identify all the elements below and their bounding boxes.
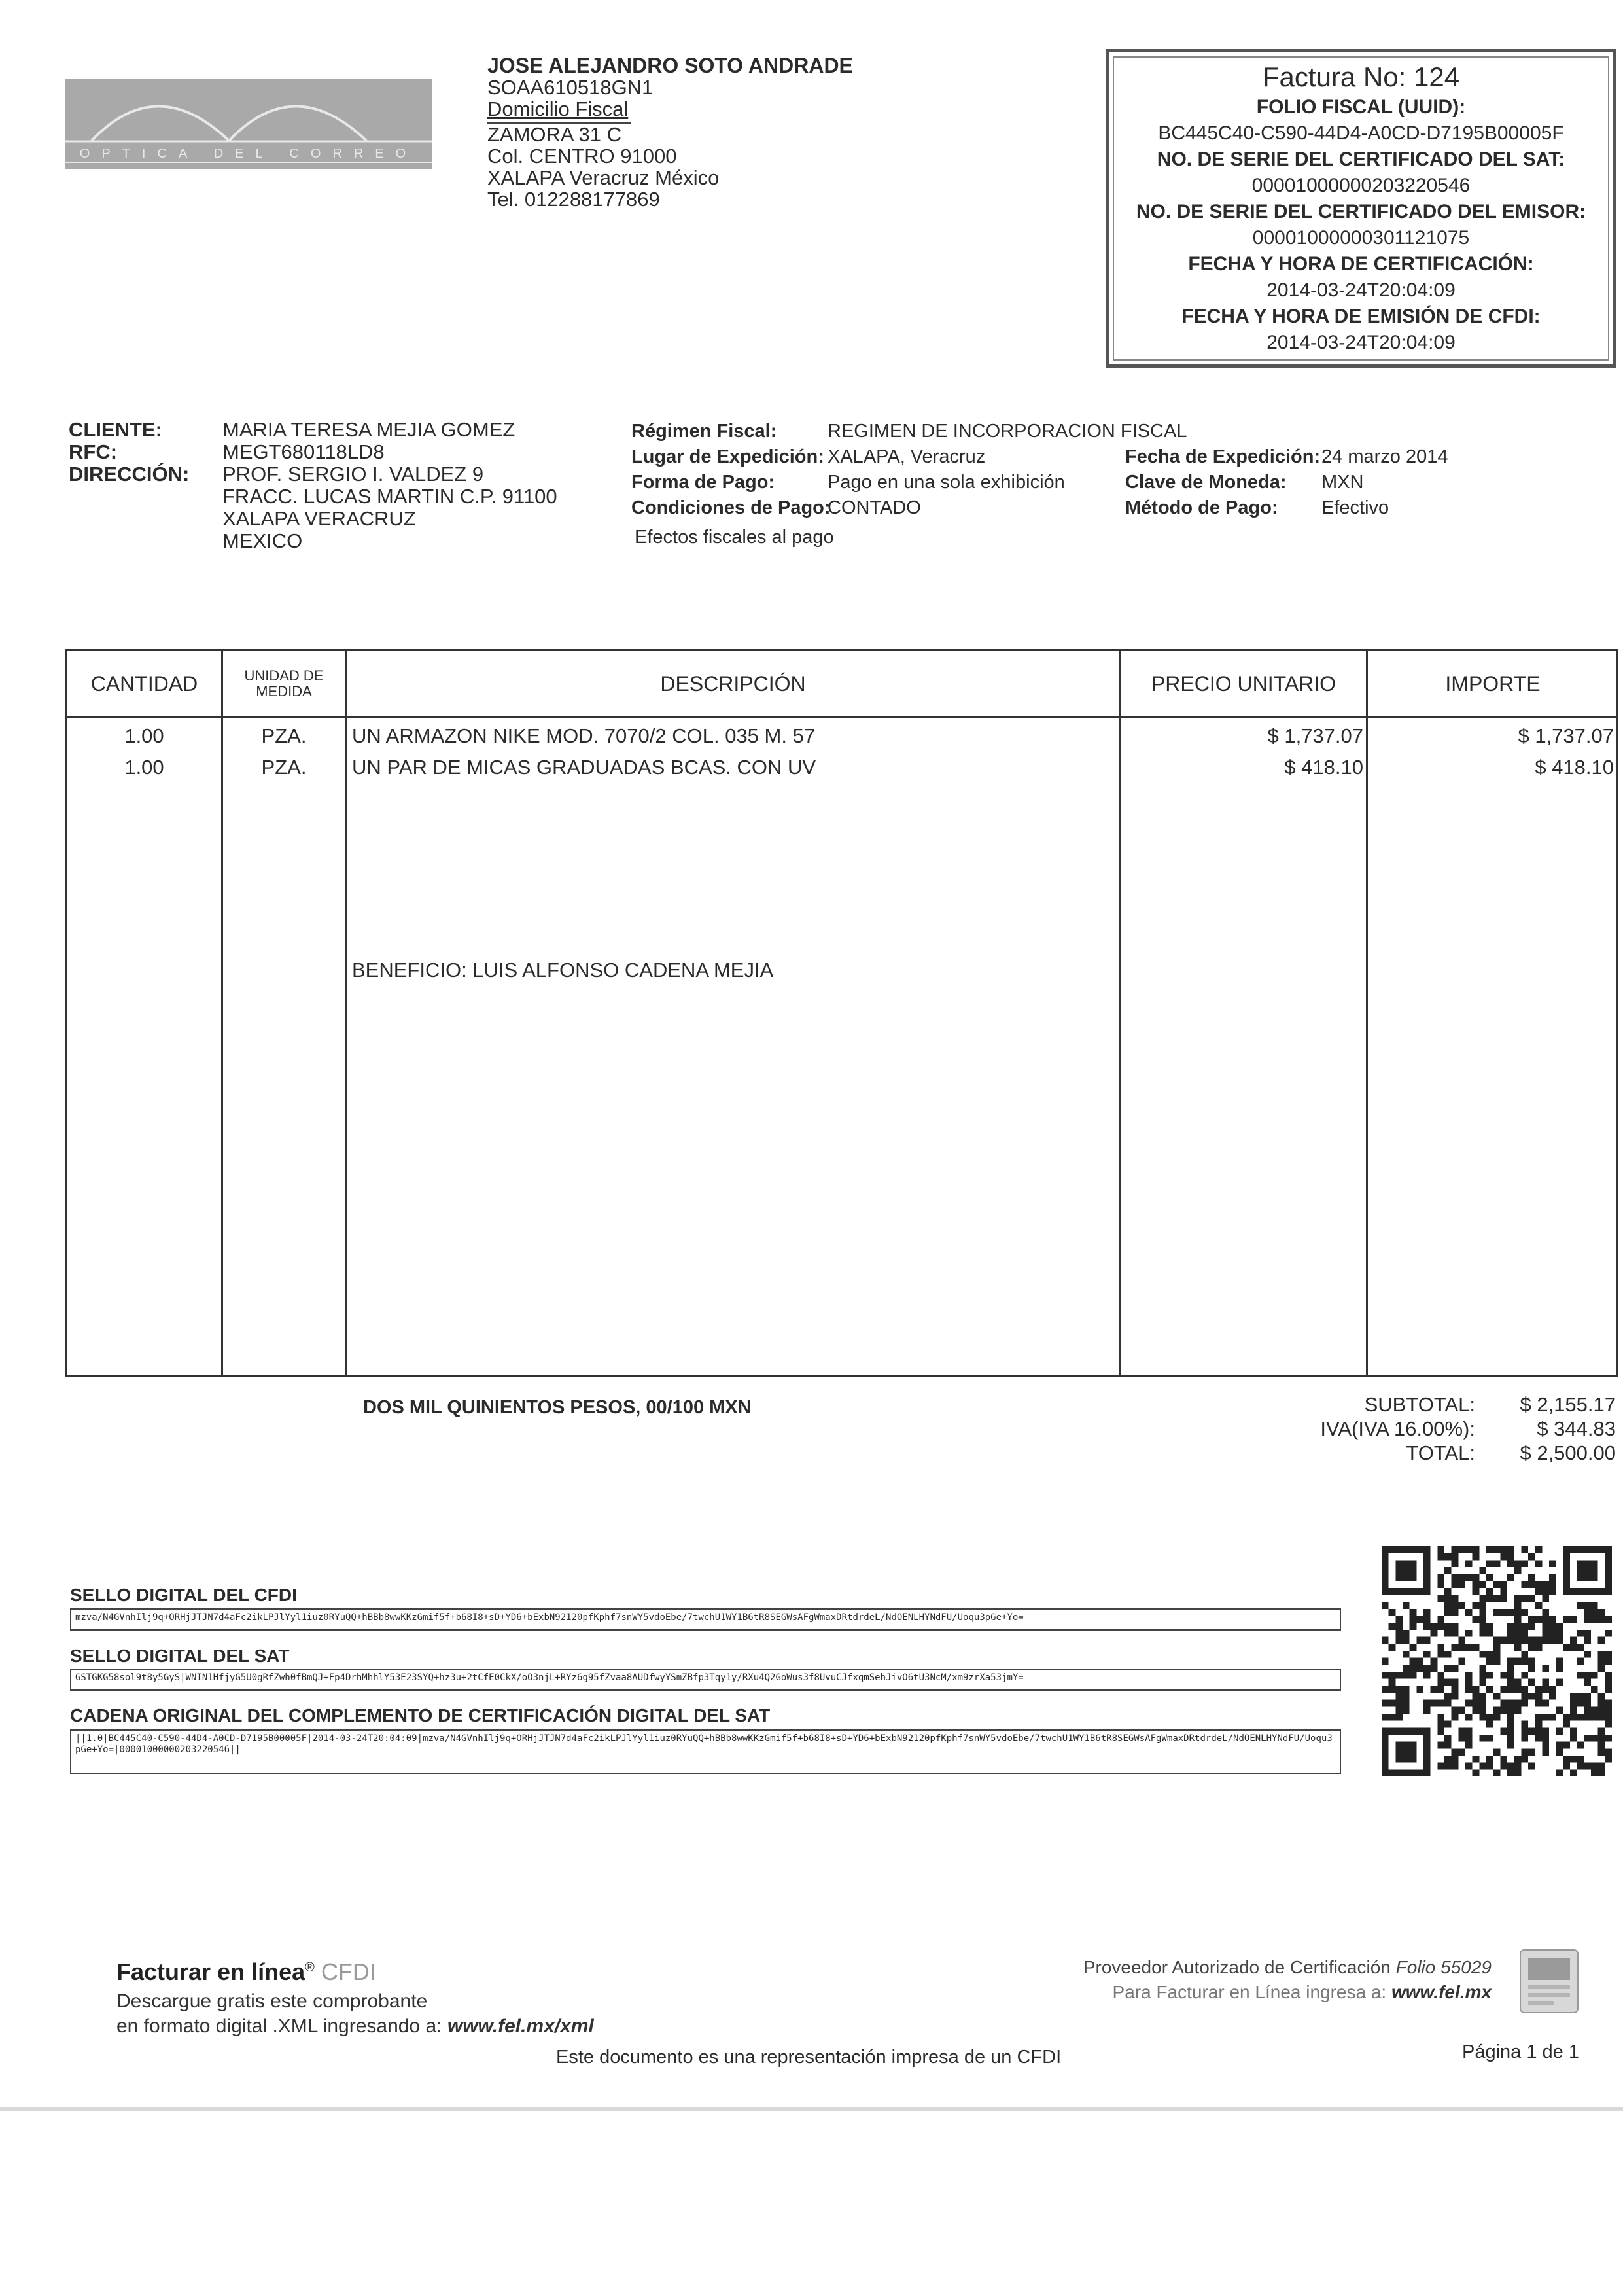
fecha-label: Fecha de Expedición: [1125, 446, 1321, 467]
header-precio: PRECIO UNITARIO [1151, 671, 1336, 696]
proveedor-folio: Folio 55029 [1395, 1957, 1492, 1977]
subtotal-label: SUBTOTAL: [1364, 1393, 1475, 1416]
cliente-dir1: PROF. SERGIO I. VALDEZ 9 [222, 463, 484, 486]
serie-emisor-label: NO. DE SERIE DEL CERTIFICADO DEL EMISOR: [1136, 201, 1586, 222]
row2-precio: $ 418.10 [1284, 756, 1363, 779]
conceptos-table [65, 649, 1618, 1377]
beneficio-text: BENEFICIO: LUIS ALFONSO CADENA MEJIA [352, 959, 774, 981]
header-descripcion: DESCRIPCIÓN [660, 671, 806, 696]
proveedor-block [981, 1955, 1492, 2005]
cliente-labels [69, 419, 189, 486]
emisor-ciudad: XALAPA Veracruz México [487, 166, 720, 189]
certificacion-label: FECHA Y HORA DE CERTIFICACIÓN: [1188, 253, 1534, 275]
emision-label: FECHA Y HORA DE EMISIÓN DE CFDI: [1181, 306, 1541, 327]
folio-value: BC445C40-C590-44D4-A0CD-D7195B00005F [1158, 122, 1564, 144]
moneda-label: Clave de Moneda: [1125, 472, 1287, 493]
descarga-link[interactable]: www.fel.mx/xml [447, 2015, 594, 2037]
scan-edge [0, 2107, 1623, 2111]
row1-importe: $ 1,737.07 [1518, 724, 1614, 747]
totals-labels [1243, 1392, 1475, 1465]
emisor-block [487, 55, 853, 210]
cadena-original-label: CADENA ORIGINAL DEL COMPLEMENTO DE CERTIFICACIÓN DIGITAL DEL SAT [70, 1705, 771, 1725]
cliente-nombre: MARIA TERESA MEJIA GOMEZ [222, 418, 515, 441]
metodo-label: Método de Pago: [1125, 497, 1278, 518]
moneda-value: MXN [1321, 472, 1364, 493]
fel-brand-a: Facturar en línea [116, 1958, 305, 1985]
header-unidad [223, 651, 345, 716]
emision-value: 2014-03-24T20:04:09 [1266, 332, 1456, 353]
sat-seal-icon [1519, 1949, 1579, 2014]
header-cantidad: CANTIDAD [90, 671, 198, 696]
sello-cfdi-box: mzva/N4GVnhIlj9q+ORHjJTJN7d4aFc2ikLPJlYyl1iuz0RYuQQ+hBBb8wwKKzGmif5f+b68I8+sD+YD6+bExbN92120pfKphf7snWY5vdoEbe/7twchU1WY1B6tR8SEGWsAFgWmaxDRtdrdeL/NdOENLHYNdFU/Uoqu3pGe+Yo= [70, 1608, 1341, 1631]
emisor-colonia: Col. CENTRO 91000 [487, 145, 677, 168]
condiciones-label: Condiciones de Pago: [631, 497, 831, 518]
total-en-letra: DOS MIL QUINIENTOS PESOS, 00/100 MXN [363, 1397, 752, 1418]
fel-brand [116, 1958, 376, 1986]
sello-cfdi-label: SELLO DIGITAL DEL CFDI [70, 1585, 297, 1605]
iva-label: IVA(IVA 16.00%): [1320, 1417, 1475, 1440]
cliente-label: CLIENTE: [69, 418, 162, 441]
sello-sat-box: GSTGKG58sol9t8y5GyS|WNIN1HfjyG5U0gRfZwh0fBmQJ+Fp4DrhMhhlY53E23SYQ+hz3u+2tCfE0CkX/oO3njL+RYz6g95fZvaa8AUDfwyYSmZBfp3Tqy1y/RXu4Q2GoWus3f8UvuCJfxqmSehJivO6tU3NcM/xm9zrXa53jmY= [70, 1669, 1341, 1691]
regimen-label: Régimen Fiscal: [631, 421, 777, 442]
sello-sat-label: SELLO DIGITAL DEL SAT [70, 1646, 290, 1666]
emisor-telefono: Tel. 012288177869 [487, 188, 660, 211]
row2-unidad: PZA. [261, 756, 307, 779]
fecha-value: 24 marzo 2014 [1321, 446, 1448, 467]
serie-sat-value: 00001000000203220546 [1251, 175, 1471, 196]
forma-label: Forma de Pago: [631, 472, 775, 493]
row2-descripcion: UN PAR DE MICAS GRADUADAS BCAS. CON UV [352, 756, 816, 779]
row1-descripcion: UN ARMAZON NIKE MOD. 7070/2 COL. 035 M. 57 [352, 724, 816, 747]
metodo-value: Efectivo [1321, 497, 1389, 518]
header-importe: IMPORTE [1445, 671, 1541, 696]
cadena-original-box: ||1.0|BC445C40-C590-44D4-A0CD-D7195B00005F|2014-03-24T20:04:09|mzva/N4GVnhIlj9q+ORHjJTJN7d4aFc2ikLPJlYyl1iuz0RYuQQ+hBBb8wwKKzGmif5f+b68I8+sD+YD6+bExbN92120pfKphf7snWY5vdoEbe/7twchU1WY1B6tR8SEGWsAFgWmaxDRtdrdeL/NdOENLHYNdFU/Uoqu3pGe+Yo=|00001000000203220546|| [70, 1729, 1341, 1774]
totals-values [1485, 1392, 1616, 1465]
efectos-fiscales: Efectos fiscales al pago [635, 527, 834, 548]
emisor-name: JOSE ALEJANDRO SOTO ANDRADE [487, 54, 853, 77]
cliente-rfc: MEGT680118LD8 [222, 440, 385, 463]
row2-cantidad: 1.00 [124, 756, 164, 779]
serie-emisor-value: 00001000000301121075 [1252, 227, 1470, 249]
lugar-value: XALAPA, Veracruz [828, 446, 986, 467]
lugar-label: Lugar de Expedición: [631, 446, 824, 467]
fiscal-labels-2 [1125, 444, 1320, 521]
proveedor-text: Proveedor Autorizado de Certificación [1083, 1957, 1391, 1977]
logo-graphic [65, 79, 432, 169]
cliente-dir3: XALAPA VERACRUZ [222, 507, 416, 530]
fel-brand-reg: ® [305, 1960, 315, 1975]
folio-label: FOLIO FISCAL (UUID): [1256, 96, 1466, 118]
facturar-text: Para Facturar en Línea ingresa a: [1112, 1982, 1387, 2002]
regimen-value: REGIMEN DE INCORPORACION FISCAL [828, 421, 1187, 442]
emisor-domicilio-label: Domicilio Fiscal [487, 97, 629, 120]
cliente-dir2: FRACC. LUCAS MARTIN C.P. 91100 [222, 485, 557, 508]
row2-importe: $ 418.10 [1535, 756, 1614, 779]
forma-value: Pago en una sola exhibición [828, 472, 1065, 493]
header-unidad-line1: UNIDAD DE [244, 667, 324, 684]
qr-code-graphic [1382, 1546, 1612, 1776]
factura-title: Factura No: 124 [1262, 62, 1460, 92]
row1-unidad: PZA. [261, 724, 307, 747]
condiciones-value: CONTADO [828, 497, 921, 518]
subtotal-value: $ 2,155.17 [1520, 1393, 1616, 1416]
iva-value: $ 344.83 [1537, 1417, 1616, 1440]
company-logo [65, 79, 432, 169]
logo-text: OPTICA DEL CORREO [79, 147, 418, 161]
descarga-line1: Descargue gratis este comprobante [116, 1990, 428, 2012]
emisor-rfc: SOAA610518GN1 [487, 76, 654, 99]
cliente-dir4: MEXICO [222, 529, 303, 552]
facturar-link[interactable]: www.fel.mx [1391, 1982, 1492, 2002]
qr-code [1382, 1546, 1612, 1776]
representacion-text: Este documento es una representación impresa de un CFDI [556, 2047, 1062, 2068]
fiscal-labels [631, 419, 831, 521]
direccion-label: DIRECCIÓN: [69, 463, 190, 486]
total-value: $ 2,500.00 [1520, 1441, 1616, 1464]
row1-cantidad: 1.00 [124, 724, 164, 747]
fel-brand-b: CFDI [321, 1958, 376, 1985]
certificacion-value: 2014-03-24T20:04:09 [1266, 279, 1456, 301]
rfc-label: RFC: [69, 440, 118, 463]
pagina-text: Página 1 de 1 [1462, 2041, 1579, 2062]
descarga-line2: en formato digital .XML ingresando a: [116, 2015, 442, 2037]
total-label: TOTAL: [1406, 1441, 1475, 1464]
row1-precio: $ 1,737.07 [1267, 724, 1363, 747]
descarga-text [116, 1989, 594, 2039]
fiscal-values-2 [1321, 444, 1448, 521]
serie-sat-label: NO. DE SERIE DEL CERTIFICADO DEL SAT: [1157, 149, 1565, 170]
factura-box [1106, 49, 1616, 368]
emisor-calle: ZAMORA 31 C [487, 123, 621, 146]
header-unidad-line2: MEDIDA [256, 683, 312, 699]
cliente-values [222, 419, 557, 552]
